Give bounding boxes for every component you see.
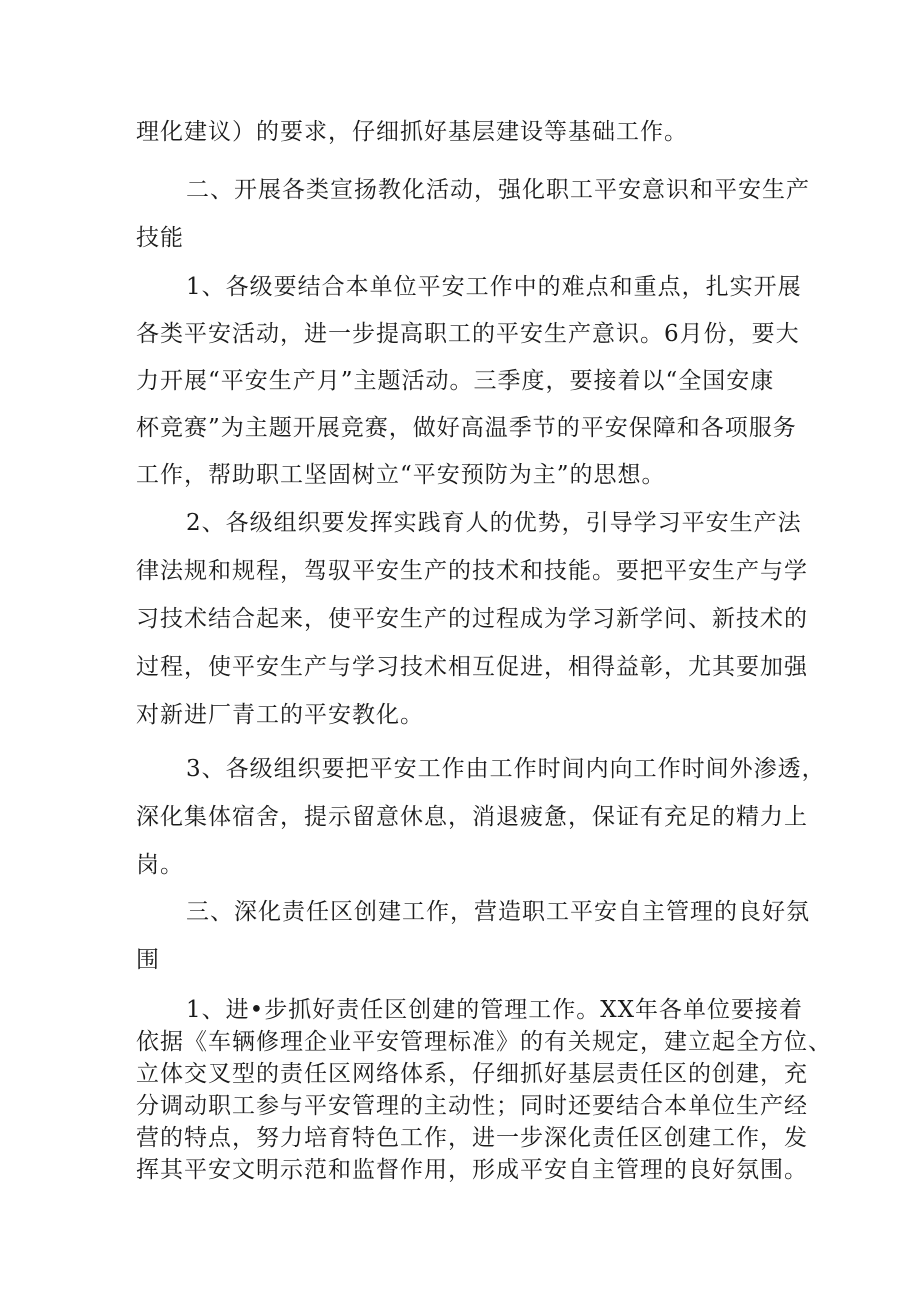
intro-paragraph <box>136 116 786 148</box>
text-line: 分调动职工参与平安管理的主动性；同时还要结合本单位生产经 <box>136 1093 808 1119</box>
text-line: 二、开展各类宣扬教化活动，强化职工平安意识和平安生产 <box>186 177 810 203</box>
text-line: 习技术结合起来，使平安生产的过程成为学习新学问、新技术的 <box>136 606 808 632</box>
section-heading-3 <box>136 888 810 984</box>
text-line: 杯竞赛”为主题开展竞赛，做好高温季节的平安保障和各项服务 <box>136 415 797 441</box>
text-line: 立体交叉型的责任区网络体系，仔细抓好基层责任区的创建，充 <box>136 1061 808 1087</box>
text-line: 3、各级组织要把平安工作由工作时间内向工作时间外渗透， <box>186 756 826 782</box>
paragraph-2-1 <box>136 264 802 499</box>
text-line: 工作，帮助职工坚固树立“平安预防为主”的思想。 <box>136 462 666 488</box>
text-line: 过程，使平安生产与学习技术相互促进，相得益彰，尤其要加强 <box>136 654 808 680</box>
text-line: 2、各级组织要发挥实践育人的优势，引导学习平安生产法 <box>186 510 802 536</box>
text-line: 深化集体宿舍，提示留意休息，消退疲惫，保证有充足的精力上 <box>136 804 808 830</box>
text-line: 依据《车辆修理企业平安管理标准》的有关规定，建立起全方位、 <box>136 1029 832 1055</box>
text-line: 三、深化责任区创建工作，营造职工平安自主管理的良好氛 <box>186 899 810 925</box>
text-line: 各类平安活动，进一步提高职工的平安生产意识。6月份，要大 <box>136 321 800 347</box>
text-line: 力开展“平安生产月”主题活动。三季度，要接着以“全国安康 <box>136 368 775 394</box>
text-line: 挥其平安文明示范和监督作用，形成平安自主管理的良好氛围。 <box>136 1157 808 1183</box>
text-line: 律法规和规程，驾驭平安生产的技术和技能。要把平安生产与学 <box>136 558 808 584</box>
text-line: 围 <box>136 947 160 973</box>
section-heading-2 <box>136 166 810 262</box>
text-line: 营的特点，努力培育特色工作，进一步深化责任区创建工作，发 <box>136 1125 808 1151</box>
text-line: 1、各级要结合本单位平安工作中的难点和重点，扎实开展 <box>186 274 802 300</box>
text-line: 岗。 <box>136 852 184 878</box>
paragraph-2-3 <box>136 745 826 889</box>
text-line: 对新进厂青工的平安教化。 <box>136 702 424 728</box>
text-line: 技能 <box>136 225 184 251</box>
paragraph-3-1 <box>136 994 832 1186</box>
text-line: 理化建议）的要求，仔细抓好基层建设等基础工作。 <box>136 119 688 145</box>
text-line: 1、进•步抓好责任区创建的管理工作。XX年各单位要接着 <box>186 997 803 1023</box>
paragraph-2-2 <box>136 499 808 739</box>
